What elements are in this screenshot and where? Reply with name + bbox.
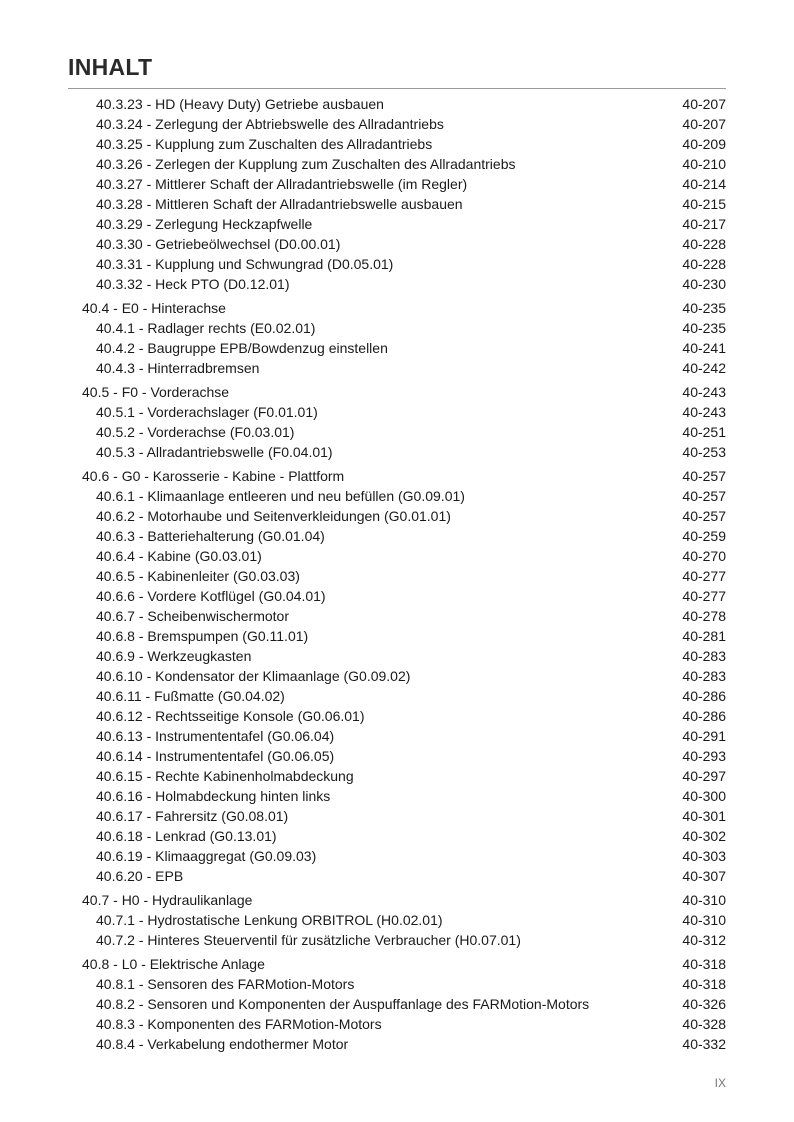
title-divider <box>68 88 726 89</box>
toc-page-number: 40-215 <box>682 196 726 212</box>
toc-entry-label: 40.8.2 - Sensoren und Komponenten der Auspuffanlage des FARMotion-Motors <box>96 996 590 1012</box>
toc-entry-row[interactable] <box>0 338 794 358</box>
toc-entry-label: 40.4.2 - Baugruppe EPB/Bowdenzug einstellen <box>96 340 388 356</box>
toc-section-row[interactable] <box>0 890 794 910</box>
toc-section-label: 40.4 - E0 - Hinterachse <box>82 300 226 316</box>
toc-entry-label: 40.6.11 - Fußmatte (G0.04.02) <box>96 688 285 704</box>
toc-entry-row[interactable] <box>0 786 794 806</box>
toc-page-number: 40-300 <box>682 788 726 804</box>
toc-page-number: 40-281 <box>682 628 726 644</box>
toc-entry-label: 40.3.26 - Zerlegen der Kupplung zum Zuschalten des Allradantriebs <box>96 156 516 172</box>
toc-page-number: 40-297 <box>682 768 726 784</box>
toc-entry-label: 40.6.10 - Kondensator der Klimaanlage (G0.09.02) <box>96 668 411 684</box>
toc-entry-label: 40.6.19 - Klimaaggregat (G0.09.03) <box>96 848 317 864</box>
footer-page-number: IX <box>714 1076 726 1090</box>
toc-page-number: 40-257 <box>682 488 726 504</box>
toc-entry-row[interactable] <box>0 930 794 950</box>
toc-page-number: 40-253 <box>682 444 726 460</box>
toc-section-label: 40.7 - H0 - Hydraulikanlage <box>82 892 253 908</box>
toc-entry-row[interactable] <box>0 806 794 826</box>
toc-page-number: 40-291 <box>682 728 726 744</box>
toc-entry-label: 40.8.1 - Sensoren des FARMotion-Motors <box>96 976 355 992</box>
toc-page-number: 40-214 <box>682 176 726 192</box>
toc-entry-row[interactable] <box>0 766 794 786</box>
toc-page-number: 40-259 <box>682 528 726 544</box>
toc-section-label: 40.8 - L0 - Elektrische Anlage <box>82 956 265 972</box>
toc-page-number: 40-326 <box>682 996 726 1012</box>
toc-section-row[interactable] <box>0 382 794 402</box>
toc-entry-label: 40.4.1 - Radlager rechts (E0.02.01) <box>96 320 316 336</box>
toc-entry-label: 40.6.13 - Instrumententafel (G0.06.04) <box>96 728 335 744</box>
toc-page-number: 40-293 <box>682 748 726 764</box>
toc-page-number: 40-257 <box>682 468 726 484</box>
toc-entry-row[interactable] <box>0 254 794 274</box>
toc-page-number: 40-270 <box>682 548 726 564</box>
table-of-contents <box>0 94 794 1054</box>
toc-page-number: 40-217 <box>682 216 726 232</box>
toc-page-number: 40-235 <box>682 320 726 336</box>
toc-entry-row[interactable] <box>0 626 794 646</box>
toc-page-number: 40-251 <box>682 424 726 440</box>
toc-entry-label: 40.4.3 - Hinterradbremsen <box>96 360 260 376</box>
toc-entry-row[interactable] <box>0 746 794 766</box>
toc-entry-label: 40.6.14 - Instrumententafel (G0.06.05) <box>96 748 335 764</box>
toc-page-number: 40-286 <box>682 688 726 704</box>
toc-entry-row[interactable] <box>0 546 794 566</box>
toc-page-number: 40-243 <box>682 384 726 400</box>
toc-entry-row[interactable] <box>0 402 794 422</box>
toc-entry-row[interactable] <box>0 566 794 586</box>
toc-entry-label: 40.3.25 - Kupplung zum Zuschalten des Allradantriebs <box>96 136 433 152</box>
toc-entry-row[interactable] <box>0 506 794 526</box>
toc-page-number: 40-207 <box>682 96 726 112</box>
toc-entry-label: 40.6.3 - Batteriehalterung (G0.01.04) <box>96 528 325 544</box>
toc-entry-row[interactable] <box>0 586 794 606</box>
toc-entry-label: 40.6.2 - Motorhaube und Seitenverkleidungen (G0.01.01) <box>96 508 451 524</box>
toc-entry-label: 40.3.27 - Mittlerer Schaft der Allradantriebswelle (im Regler) <box>96 176 468 192</box>
toc-page-number: 40-207 <box>682 116 726 132</box>
toc-section-label: 40.5 - F0 - Vorderachse <box>82 384 230 400</box>
toc-entry-label: 40.6.16 - Holmabdeckung hinten links <box>96 788 331 804</box>
toc-page-number: 40-283 <box>682 668 726 684</box>
toc-entry-label: 40.3.32 - Heck PTO (D0.12.01) <box>96 276 290 292</box>
toc-page-number: 40-312 <box>682 932 726 948</box>
toc-entry-row[interactable] <box>0 318 794 338</box>
toc-section-row[interactable] <box>0 954 794 974</box>
toc-entry-label: 40.6.5 - Kabinenleiter (G0.03.03) <box>96 568 300 584</box>
toc-page-number: 40-257 <box>682 508 726 524</box>
toc-page-number: 40-210 <box>682 156 726 172</box>
toc-entry-row[interactable] <box>0 234 794 254</box>
toc-entry-row[interactable] <box>0 726 794 746</box>
toc-entry-row[interactable] <box>0 1014 794 1034</box>
toc-entry-label: 40.6.8 - Bremspumpen (G0.11.01) <box>96 628 309 644</box>
toc-section-row[interactable] <box>0 298 794 318</box>
toc-entry-row[interactable] <box>0 866 794 886</box>
toc-section-label: 40.6 - G0 - Karosserie - Kabine - Plattform <box>82 468 345 484</box>
toc-entry-label: 40.8.3 - Komponenten des FARMotion-Motors <box>96 1016 382 1032</box>
toc-entry-row[interactable] <box>0 646 794 666</box>
toc-page-number: 40-310 <box>682 892 726 908</box>
toc-entry-row[interactable] <box>0 486 794 506</box>
toc-page-number: 40-277 <box>682 568 726 584</box>
toc-entry-label: 40.6.4 - Kabine (G0.03.01) <box>96 548 262 564</box>
toc-page-number: 40-278 <box>682 608 726 624</box>
toc-entry-label: 40.3.23 - HD (Heavy Duty) Getriebe ausbauen <box>96 96 384 112</box>
toc-entry-row[interactable] <box>0 194 794 214</box>
toc-page-number: 40-328 <box>682 1016 726 1032</box>
toc-page-number: 40-310 <box>682 912 726 928</box>
toc-entry-label: 40.6.1 - Klimaanlage entleeren und neu befüllen (G0.09.01) <box>96 488 465 504</box>
toc-page-number: 40-283 <box>682 648 726 664</box>
toc-entry-label: 40.7.2 - Hinteres Steuerventil für zusätzliche Verbraucher (H0.07.01) <box>96 932 521 948</box>
toc-entry-label: 40.5.2 - Vorderachse (F0.03.01) <box>96 424 295 440</box>
toc-entry-label: 40.6.7 - Scheibenwischermotor <box>96 608 289 624</box>
toc-page-number: 40-286 <box>682 708 726 724</box>
toc-entry-label: 40.6.9 - Werkzeugkasten <box>96 648 252 664</box>
toc-entry-row[interactable] <box>0 686 794 706</box>
toc-entry-row[interactable] <box>0 706 794 726</box>
toc-entry-label: 40.6.15 - Rechte Kabinenholmabdeckung <box>96 768 354 784</box>
toc-entry-row[interactable] <box>0 826 794 846</box>
toc-entry-row[interactable] <box>0 154 794 174</box>
toc-page-number: 40-307 <box>682 868 726 884</box>
toc-entry-label: 40.3.24 - Zerlegung der Abtriebswelle des Allradantriebs <box>96 116 444 132</box>
toc-page-number: 40-302 <box>682 828 726 844</box>
toc-page-number: 40-318 <box>682 956 726 972</box>
toc-entry-row[interactable] <box>0 666 794 686</box>
toc-entry-row[interactable] <box>0 274 794 294</box>
toc-entry-row[interactable] <box>0 94 794 114</box>
toc-entry-row[interactable] <box>0 526 794 546</box>
toc-entry-row[interactable] <box>0 910 794 930</box>
toc-entry-label: 40.6.20 - EPB <box>96 868 184 884</box>
toc-entry-row[interactable] <box>0 422 794 442</box>
toc-page-number: 40-228 <box>682 236 726 252</box>
toc-entry-label: 40.8.4 - Verkabelung endothermer Motor <box>96 1036 349 1052</box>
toc-entry-row[interactable] <box>0 974 794 994</box>
toc-page-number: 40-277 <box>682 588 726 604</box>
toc-entry-row[interactable] <box>0 606 794 626</box>
toc-entry-label: 40.3.30 - Getriebeölwechsel (D0.00.01) <box>96 236 341 252</box>
toc-entry-row[interactable] <box>0 114 794 134</box>
toc-entry-label: 40.6.6 - Vordere Kotflügel (G0.04.01) <box>96 588 326 604</box>
toc-page-number: 40-235 <box>682 300 726 316</box>
toc-entry-row[interactable] <box>0 214 794 234</box>
toc-entry-row[interactable] <box>0 174 794 194</box>
toc-page-number: 40-318 <box>682 976 726 992</box>
toc-page-number: 40-209 <box>682 136 726 152</box>
toc-entry-label: 40.3.29 - Zerlegung Heckzapfwelle <box>96 216 313 232</box>
toc-entry-label: 40.5.3 - Allradantriebswelle (F0.04.01) <box>96 444 333 460</box>
toc-page-number: 40-228 <box>682 256 726 272</box>
toc-entry-label: 40.6.17 - Fahrersitz (G0.08.01) <box>96 808 289 824</box>
page-title: INHALT <box>68 54 153 80</box>
toc-page-number: 40-241 <box>682 340 726 356</box>
toc-entry-label: 40.3.28 - Mittleren Schaft der Allradantriebswelle ausbauen <box>96 196 463 212</box>
toc-entry-label: 40.5.1 - Vorderachslager (F0.01.01) <box>96 404 318 420</box>
toc-entry-row[interactable] <box>0 1034 794 1054</box>
toc-page-number: 40-242 <box>682 360 726 376</box>
toc-entry-label: 40.7.1 - Hydrostatische Lenkung ORBITROL (H0.02.01) <box>96 912 443 928</box>
toc-entry-label: 40.3.31 - Kupplung und Schwungrad (D0.05.01) <box>96 256 394 272</box>
toc-entry-row[interactable] <box>0 994 794 1014</box>
toc-section-row[interactable] <box>0 466 794 486</box>
toc-entry-row[interactable] <box>0 134 794 154</box>
toc-page-number: 40-332 <box>682 1036 726 1052</box>
toc-page-number: 40-243 <box>682 404 726 420</box>
toc-entry-row[interactable] <box>0 442 794 462</box>
toc-page-number: 40-301 <box>682 808 726 824</box>
toc-entry-label: 40.6.18 - Lenkrad (G0.13.01) <box>96 828 277 844</box>
toc-entry-label: 40.6.12 - Rechtsseitige Konsole (G0.06.01) <box>96 708 365 724</box>
toc-entry-row[interactable] <box>0 846 794 866</box>
toc-entry-row[interactable] <box>0 358 794 378</box>
toc-page-number: 40-303 <box>682 848 726 864</box>
toc-page-number: 40-230 <box>682 276 726 292</box>
